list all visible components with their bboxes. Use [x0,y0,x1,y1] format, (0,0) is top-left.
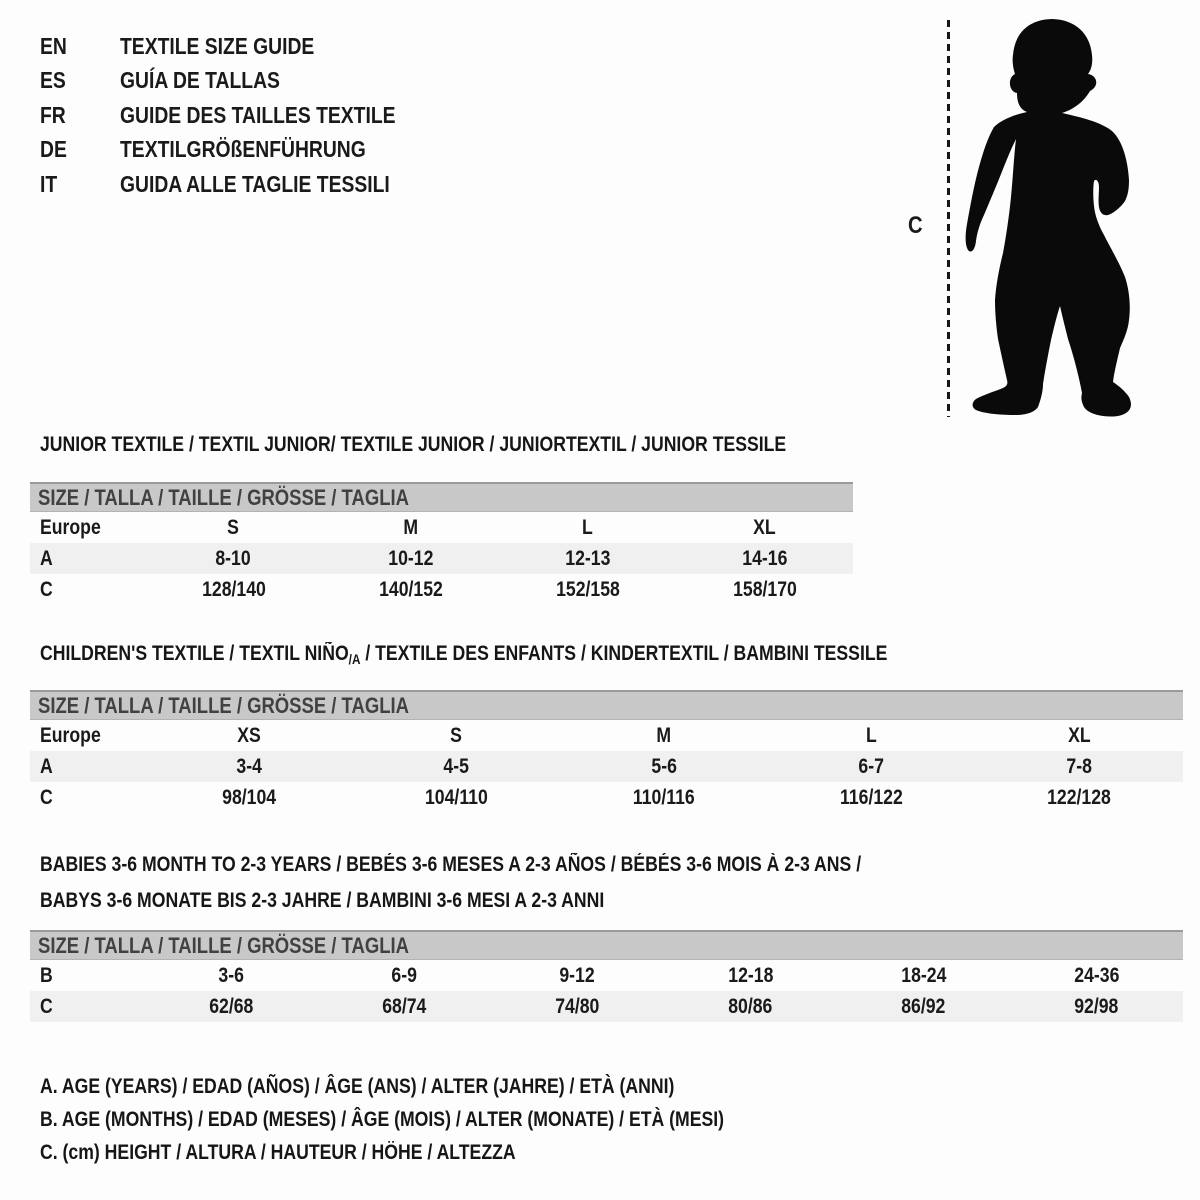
language-label: GUIDE DES TAILLES TEXTILE [120,101,396,128]
language-label: GUIDA ALLE TAGLIE TESSILI [120,170,390,197]
language-row-en [40,29,448,64]
row-label: Europe [40,515,101,539]
size-cell: 12-13 [564,546,611,570]
section-title-babies: BABIES 3-6 MONTH TO 2-3 YEARS / BEBÉS 3-6 MESES A 2-3 AÑOS / BÉBÉS 3-6 MOIS À 2-3 ANS / BABYS 3-6 MONATE BIS 2-3 JAHRE / BAMBINI 3-6 MESI A 2-3 ANNI [40,853,862,912]
size-cell: M [656,723,672,747]
toddler-silhouette [963,17,1135,418]
size-cell: 68/74 [382,994,427,1018]
size-cell: 116/122 [840,785,903,809]
junior-size-table [30,482,853,605]
size-cell: 8-10 [215,546,252,570]
row-label: B [40,963,53,987]
language-code: FR [40,101,66,128]
size-cell: XL [753,515,776,539]
row-label: C [40,994,53,1018]
size-cell: 5-6 [651,754,677,778]
table-row [30,512,853,543]
row-label: Europe [40,723,101,747]
size-cell: S [450,723,463,747]
language-row-de [40,133,448,168]
size-cell: 6-7 [858,754,885,778]
size-cell: 14-16 [741,546,788,570]
footnote-a: A. AGE (YEARS) / EDAD (AÑOS) / ÂGE (ANS) / ALTER (JAHRE) / ETÀ (ANNI) [40,1074,675,1098]
row-label: C [40,785,53,809]
size-cell: 12-18 [727,963,774,987]
footnotes [40,1070,854,1169]
children-title-subscript: /A [348,651,361,667]
table-row [30,574,853,605]
section-title-junior: JUNIOR TEXTILE / TEXTIL JUNIOR/ TEXTILE JUNIOR / JUNIORTEXTIL / JUNIOR TESSILE [40,433,787,456]
size-cell: 80/86 [728,994,773,1018]
language-code: EN [40,32,67,59]
footnote-b: B. AGE (MONTHS) / EDAD (MESES) / ÂGE (MOIS) / ALTER (MONATE) / ETÀ (MESI) [40,1107,725,1131]
table-row [30,543,853,574]
size-cell: 110/116 [633,785,695,809]
size-cell: 128/140 [201,577,266,601]
size-cell: 9-12 [559,963,596,987]
row-label: A [40,546,53,570]
language-code: ES [40,67,66,94]
language-label: TEXTILE SIZE GUIDE [120,32,315,59]
language-code: DE [40,136,67,163]
children-size-table [30,690,1183,813]
table-row [30,960,1183,991]
size-cell: 122/128 [1047,785,1112,809]
table-row [30,782,1183,813]
size-cell: 62/68 [209,994,254,1018]
size-cell: 3-4 [236,754,262,778]
size-cell: XL [1067,723,1091,747]
table-body [30,512,853,605]
size-cell: 140/152 [378,577,443,601]
size-cell: 86/92 [901,994,946,1018]
section-title-children: CHILDREN'S TEXTILE / TEXTIL NIÑO/A / TEXTILE DES ENFANTS / KINDERTEXTIL / BAMBINI TESSILE [40,642,888,667]
size-cell: 18-24 [900,963,947,987]
height-measure-dashed-line [947,20,950,417]
row-label: A [40,754,53,778]
size-cell: 104/110 [424,785,488,809]
table-header-bar: SIZE / TALLA / TAILLE / GRÖSSE / TAGLIA [30,482,853,512]
babies-size-table [30,930,1183,1022]
size-cell: M [403,515,418,539]
size-cell: L [582,515,593,539]
language-label: TEXTILGRÖßENFÜHRUNG [120,136,366,163]
size-cell: 152/158 [555,577,620,601]
table-row [30,991,1183,1022]
size-cell: 3-6 [218,963,245,987]
table-row [30,720,1183,751]
table-header-bar: SIZE / TALLA / TAILLE / GRÖSSE / TAGLIA [30,690,1183,720]
size-cell: 6-9 [391,963,418,987]
language-row-it [40,167,448,202]
language-label: GUÍA DE TALLAS [120,67,280,94]
height-measure-label: C [908,212,923,239]
table-body [30,960,1183,1022]
size-cell: 158/170 [732,577,797,601]
size-cell: XS [237,723,261,747]
size-cell: 98/104 [221,785,276,809]
size-cell: L [866,723,877,747]
footnote-c: C. (cm) HEIGHT / ALTURA / HAUTEUR / HÖHE / ALTEZZA [40,1140,516,1164]
size-cell: 24-36 [1073,963,1120,987]
size-cell: S [227,515,240,539]
size-cell: 10-12 [387,546,434,570]
size-cell: 7-8 [1066,754,1092,778]
language-header [40,29,448,202]
size-cell: 4-5 [443,754,470,778]
row-label: C [40,577,53,601]
size-cell: 92/98 [1074,994,1119,1018]
table-row [30,751,1183,782]
size-cell: 74/80 [555,994,600,1018]
table-header-bar: SIZE / TALLA / TAILLE / GRÖSSE / TAGLIA [30,930,1183,960]
table-body [30,720,1183,813]
language-row-fr [40,98,448,133]
language-row-es [40,64,448,99]
language-code: IT [40,170,58,197]
